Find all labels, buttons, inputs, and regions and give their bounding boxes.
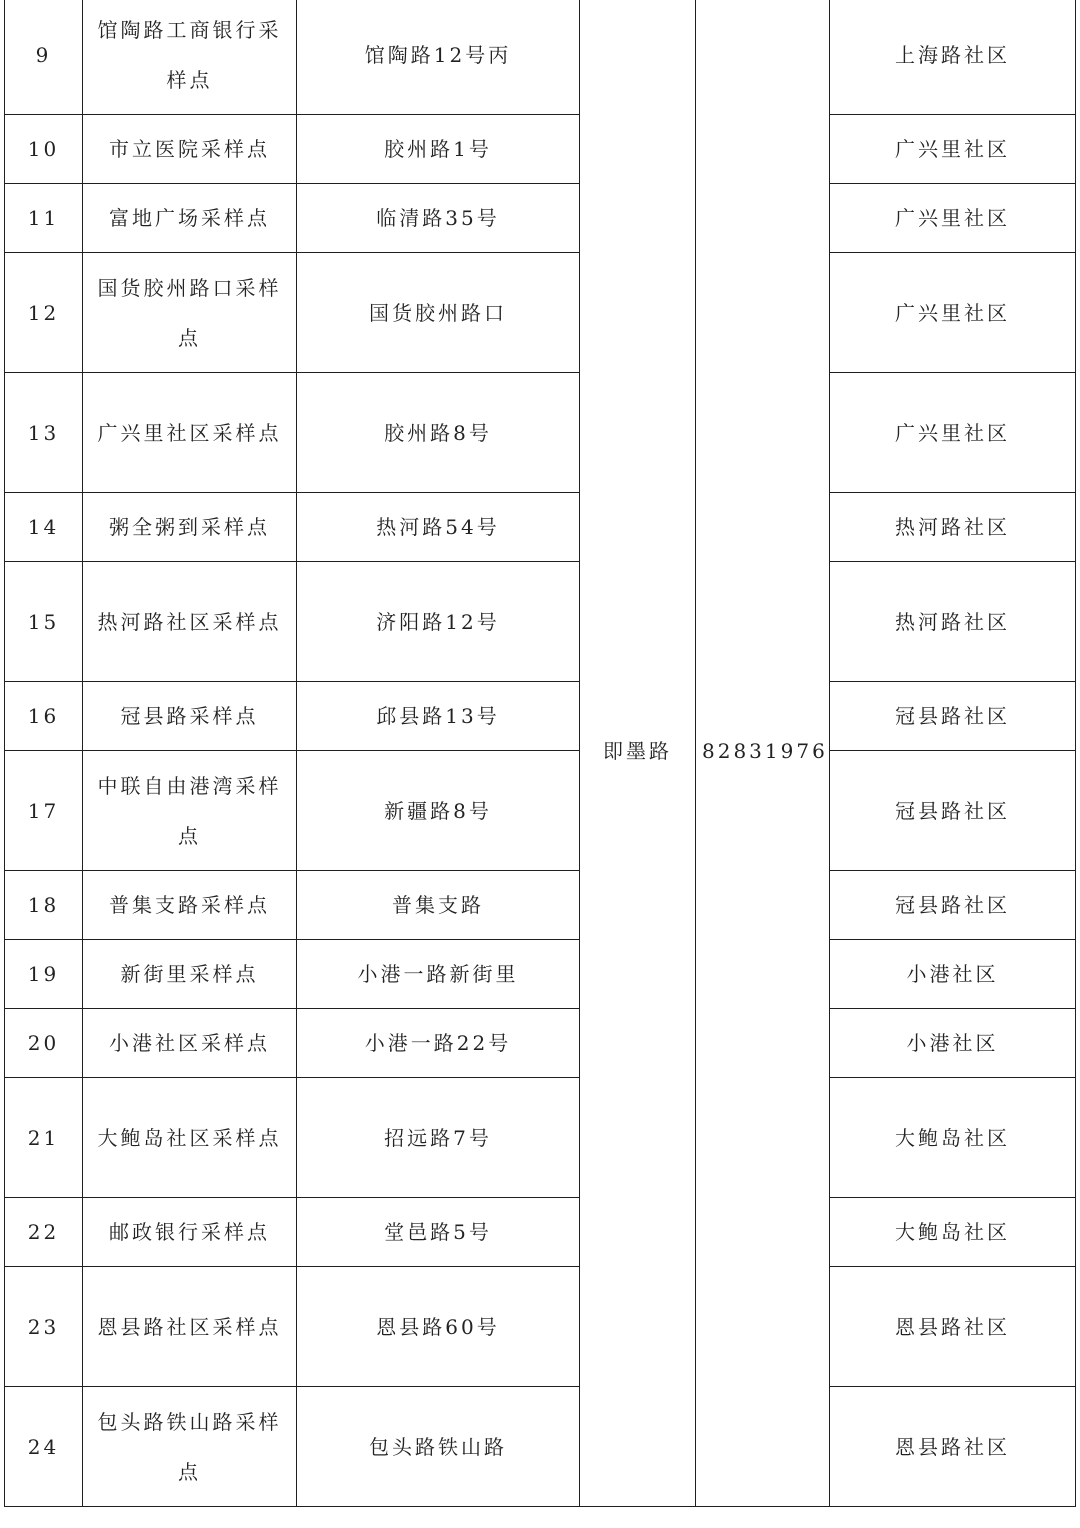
community-cell: 广兴里社区 bbox=[830, 373, 1076, 493]
table-row bbox=[5, 1009, 1076, 1078]
table-body bbox=[5, 0, 1076, 1507]
address-cell: 恩县路60号 bbox=[297, 1267, 580, 1387]
community-cell: 广兴里社区 bbox=[830, 253, 1076, 373]
address-cell: 馆陶路12号丙 bbox=[297, 0, 580, 115]
table-row bbox=[5, 871, 1076, 940]
row-number-cell: 23 bbox=[5, 1267, 83, 1387]
address-cell: 堂邑路5号 bbox=[297, 1198, 580, 1267]
table-row bbox=[5, 562, 1076, 682]
table-row bbox=[5, 493, 1076, 562]
row-number-cell: 24 bbox=[5, 1387, 83, 1507]
site-name-cell: 小港社区采样点 bbox=[83, 1009, 297, 1078]
table-row bbox=[5, 1387, 1076, 1507]
site-name-cell: 馆陶路工商银行采样点 bbox=[83, 0, 297, 115]
site-name-cell: 普集支路采样点 bbox=[83, 871, 297, 940]
row-number-cell: 19 bbox=[5, 940, 83, 1009]
site-name-cell: 广兴里社区采样点 bbox=[83, 373, 297, 493]
row-number-cell: 18 bbox=[5, 871, 83, 940]
phone-cell: 82831976 bbox=[696, 0, 830, 1507]
community-cell: 恩县路社区 bbox=[830, 1267, 1076, 1387]
row-number-cell: 15 bbox=[5, 562, 83, 682]
district-cell: 即墨路 bbox=[580, 0, 696, 1507]
site-name-cell: 热河路社区采样点 bbox=[83, 562, 297, 682]
community-cell: 热河路社区 bbox=[830, 562, 1076, 682]
table-row bbox=[5, 1267, 1076, 1387]
row-number-cell: 14 bbox=[5, 493, 83, 562]
community-cell: 广兴里社区 bbox=[830, 184, 1076, 253]
table-row bbox=[5, 0, 1076, 115]
address-cell: 胶州路8号 bbox=[297, 373, 580, 493]
address-cell: 临清路35号 bbox=[297, 184, 580, 253]
community-cell: 热河路社区 bbox=[830, 493, 1076, 562]
table-row bbox=[5, 682, 1076, 751]
community-cell: 上海路社区 bbox=[830, 0, 1076, 115]
address-cell: 小港一路22号 bbox=[297, 1009, 580, 1078]
community-cell: 冠县路社区 bbox=[830, 751, 1076, 871]
address-cell: 普集支路 bbox=[297, 871, 580, 940]
community-cell: 广兴里社区 bbox=[830, 115, 1076, 184]
address-cell: 招远路7号 bbox=[297, 1078, 580, 1198]
row-number-cell: 17 bbox=[5, 751, 83, 871]
community-cell: 小港社区 bbox=[830, 940, 1076, 1009]
address-cell: 国货胶州路口 bbox=[297, 253, 580, 373]
table-row bbox=[5, 940, 1076, 1009]
sampling-sites-table bbox=[4, 0, 1076, 1507]
row-number-cell: 10 bbox=[5, 115, 83, 184]
row-number-cell: 9 bbox=[5, 0, 83, 115]
community-cell: 冠县路社区 bbox=[830, 682, 1076, 751]
address-cell: 胶州路1号 bbox=[297, 115, 580, 184]
site-name-cell: 市立医院采样点 bbox=[83, 115, 297, 184]
site-name-cell: 中联自由港湾采样点 bbox=[83, 751, 297, 871]
row-number-cell: 16 bbox=[5, 682, 83, 751]
site-name-cell: 大鲍岛社区采样点 bbox=[83, 1078, 297, 1198]
community-cell: 恩县路社区 bbox=[830, 1387, 1076, 1507]
table-row bbox=[5, 115, 1076, 184]
table-row bbox=[5, 184, 1076, 253]
row-number-cell: 12 bbox=[5, 253, 83, 373]
table-row bbox=[5, 1198, 1076, 1267]
address-cell: 包头路铁山路 bbox=[297, 1387, 580, 1507]
address-cell: 邱县路13号 bbox=[297, 682, 580, 751]
site-name-cell: 粥全粥到采样点 bbox=[83, 493, 297, 562]
address-cell: 小港一路新街里 bbox=[297, 940, 580, 1009]
table-row bbox=[5, 373, 1076, 493]
table-row bbox=[5, 751, 1076, 871]
row-number-cell: 11 bbox=[5, 184, 83, 253]
row-number-cell: 22 bbox=[5, 1198, 83, 1267]
site-name-cell: 富地广场采样点 bbox=[83, 184, 297, 253]
table-row bbox=[5, 1078, 1076, 1198]
address-cell: 新疆路8号 bbox=[297, 751, 580, 871]
address-cell: 济阳路12号 bbox=[297, 562, 580, 682]
site-name-cell: 国货胶州路口采样点 bbox=[83, 253, 297, 373]
site-name-cell: 恩县路社区采样点 bbox=[83, 1267, 297, 1387]
community-cell: 大鲍岛社区 bbox=[830, 1198, 1076, 1267]
table-row bbox=[5, 253, 1076, 373]
address-cell: 热河路54号 bbox=[297, 493, 580, 562]
community-cell: 小港社区 bbox=[830, 1009, 1076, 1078]
community-cell: 冠县路社区 bbox=[830, 871, 1076, 940]
row-number-cell: 20 bbox=[5, 1009, 83, 1078]
site-name-cell: 新街里采样点 bbox=[83, 940, 297, 1009]
community-cell: 大鲍岛社区 bbox=[830, 1078, 1076, 1198]
row-number-cell: 13 bbox=[5, 373, 83, 493]
row-number-cell: 21 bbox=[5, 1078, 83, 1198]
site-name-cell: 冠县路采样点 bbox=[83, 682, 297, 751]
site-name-cell: 包头路铁山路采样点 bbox=[83, 1387, 297, 1507]
site-name-cell: 邮政银行采样点 bbox=[83, 1198, 297, 1267]
